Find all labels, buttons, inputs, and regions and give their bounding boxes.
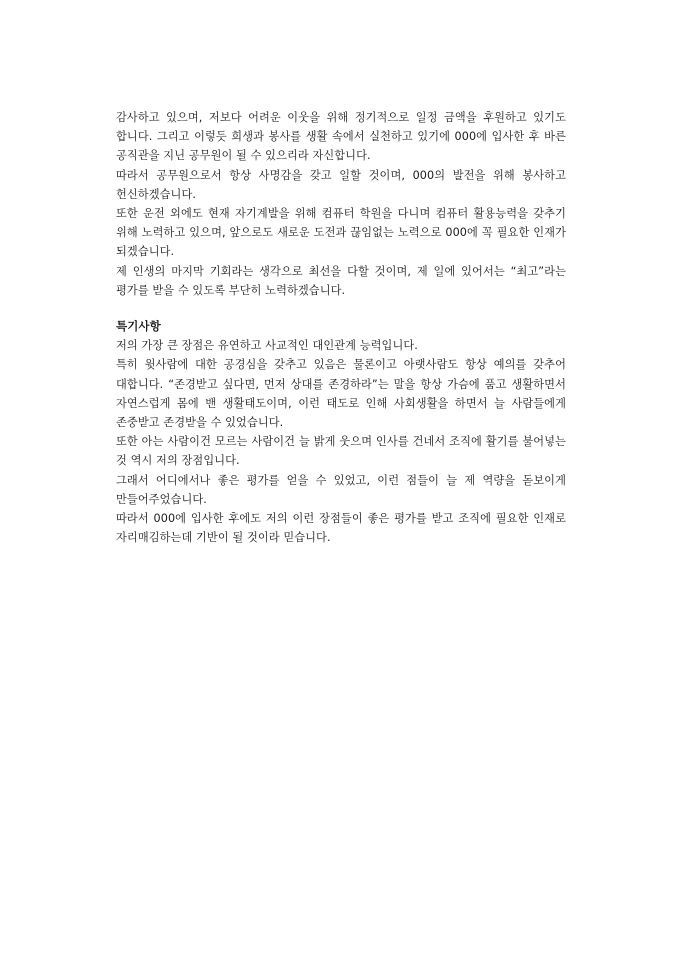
section-spacer xyxy=(116,300,566,317)
section-heading: 특기사항 xyxy=(116,319,161,334)
section-paragraph: 따라서 000에 입사한 후에도 저의 이런 장점들이 좋은 평가를 받고 조직에 필요한 인재로 자리매김하는데 기반이 될 것이라 믿습니다. xyxy=(116,512,566,545)
section-paragraph: 저의 가장 큰 장점은 유연하고 사교적인 대인관계 능력입니다. xyxy=(116,339,418,353)
document-body xyxy=(116,108,566,547)
intro-paragraph: 감사하고 있으며, 저보다 어려운 이웃을 위해 정기적으로 일정 금액을 후원하고 있기도 합니다. 그리고 이렇듯 희생과 봉사를 생활 속에서 실천하고 있기에 000에 입사한 후 바른 공직관을 지닌 공무원이 될 수 있으리라 자신합니다. xyxy=(116,111,566,163)
intro-paragraph: 또한 운전 외에도 현재 자기계발을 위해 컴퓨터 학원을 다니며 컴퓨터 활용능력을 갖추기 위해 노력하고 있으며, 앞으로도 새로운 도전과 끊임없는 노력으로 000에 꼭 필요한 인재가 되겠습니다. xyxy=(116,207,566,259)
intro-paragraph: 제 인생의 마지막 기회라는 생각으로 최선을 다할 것이며, 제 일에 있어서는 “최고”라는 평가를 받을 수 있도록 부단히 노력하겠습니다. xyxy=(116,264,566,297)
section-paragraph: 특히 윗사람에 대한 공경심을 갖추고 있음은 물론이고 아랫사람도 항상 예의를 갖추어 대합니다. “존경받고 싶다면, 먼저 상대를 존경하라”는 말을 항상 가슴에 품고 생활하면서 자연스럽게 몸에 밴 생활태도이며, 이런 태도로 인해 사회생활을 하면서 늘 사람들에게 존중받고 존경받을 수 있었습니다. xyxy=(116,358,566,430)
intro-paragraph: 따라서 공무원으로서 항상 사명감을 갖고 일할 것이며, 000의 발전을 위해 봉사하고 헌신하겠습니다. xyxy=(116,168,566,201)
section-paragraph: 그래서 어디에서나 좋은 평가를 얻을 수 있었고, 이런 점들이 늘 제 역량을 돋보이게 만들어주었습니다. xyxy=(116,473,566,506)
section-paragraph: 또한 아는 사람이건 모르는 사람이건 늘 밝게 웃으며 인사를 건네서 조직에 활기를 불어넣는 것 역시 저의 장점입니다. xyxy=(116,435,566,468)
